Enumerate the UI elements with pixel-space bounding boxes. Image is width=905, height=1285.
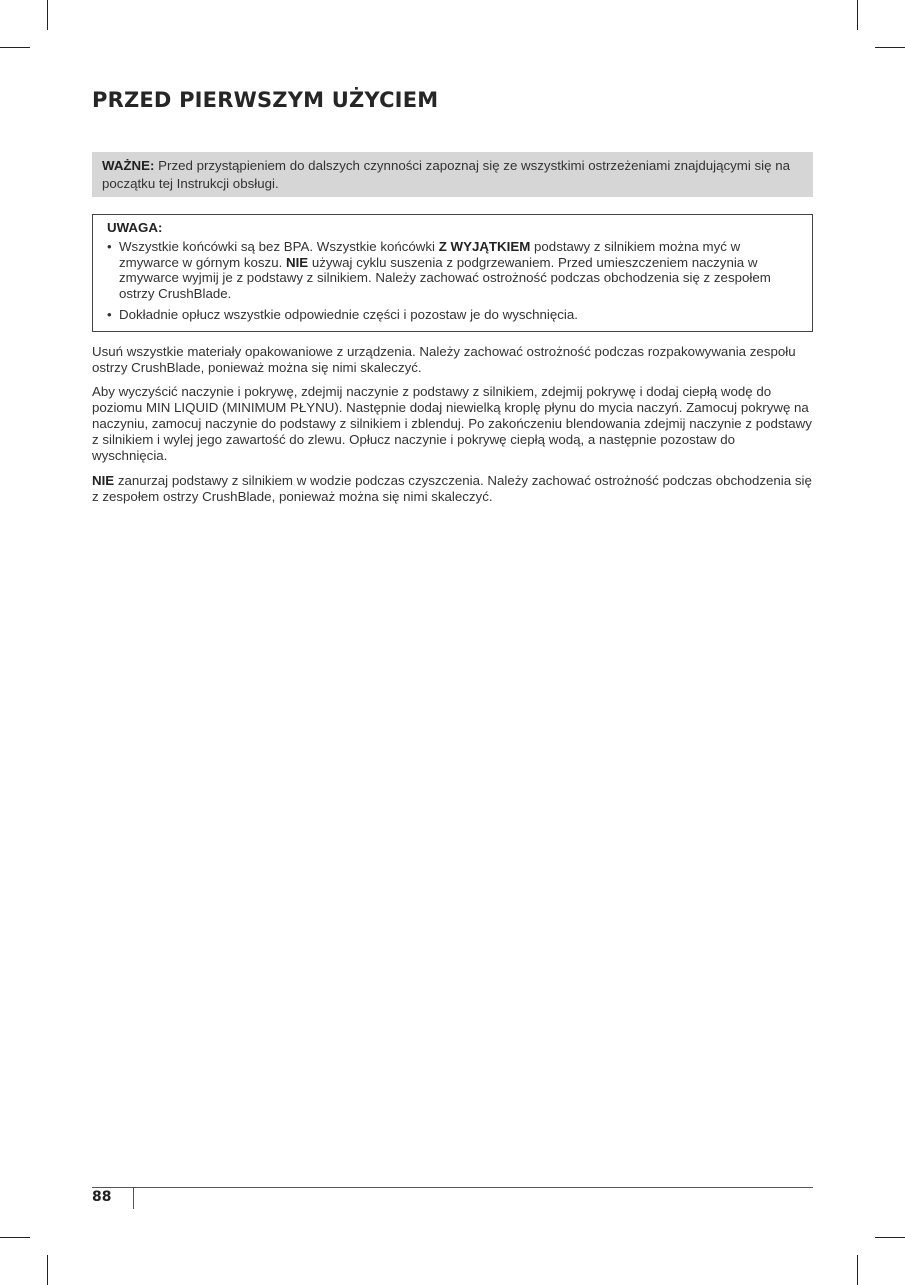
important-notice [92, 152, 813, 197]
warning-text: zanurzaj podstawy z silnikiem w wodzie podczas czyszczenia. Należy zachować ostrożność podczas obchodzenia się z zespołem ostrzy CrushBlade, ponieważ można się nimi skaleczyć. [92, 473, 812, 504]
page-title: PRZED PIERWSZYM UŻYCIEM [92, 88, 439, 112]
paragraph-unpacking: Usuń wszystkie materiały opakowaniowe z urządzenia. Należy zachować ostrożność podczas rozpakowywania zespołu ostrzy CrushBlade, ponieważ można się nimi skaleczyć. [92, 344, 796, 375]
caution-item1-emphasis-a: Z WYJĄTKIEM [438, 239, 531, 255]
caution-item1-text-a: Wszystkie końcówki są bez BPA. Wszystkie końcówki [119, 239, 439, 255]
footer-separator [133, 1187, 134, 1209]
crop-mark-top-right-horizontal [875, 47, 905, 48]
crop-mark-bottom-right-vertical [857, 1255, 858, 1285]
paragraph-warning [92, 473, 814, 505]
caution-item2-text: Dokładnie opłucz wszystkie odpowiednie części i pozostaw je do wyschnięcia. [119, 307, 578, 323]
important-text: Przed przystąpieniem do dalszych czynności zapoznaj się ze wszystkimi ostrzeżeniami znajdującymi się na początku tej Instrukcji obsługi. [102, 158, 791, 191]
paragraph-cleaning: Aby wyczyścić naczynie i pokrywę, zdejmij naczynie z podstawy z silnikiem, zdejmij pokrywę i dodaj ciepłą wodę do poziomu MIN LIQUID (MINIMUM PŁYNU). Następnie dodaj niewielką kroplę płynu do mycia naczyń. Zamocuj pokrywę na naczyniu, zamocuj naczynie do podstawy z silnikiem i zblenduj. Po zakończeniu blendowania zdejmij naczynie z podstawy z silnikiem i wylej jego zawartość do zlewu. Opłucz naczynie i pokrywę ciepłą wodą, a następnie pozostaw do wyschnięcia. [92, 384, 812, 463]
caution-list [107, 239, 800, 322]
page-number: 88 [92, 1189, 112, 1205]
crop-mark-top-left-vertical [47, 0, 48, 30]
important-label: WAŻNE: [102, 158, 155, 173]
caution-item1-text-c: używaj cyklu suszenia z podgrzewaniem. Przed umieszczeniem naczynia w zmywarce wyjmij je z podstawy z silnikiem. Należy zachować ostrożność podczas obchodzenia się z zespołem ostrzy CrushBlade. [119, 254, 771, 301]
crop-mark-top-left-horizontal [0, 47, 30, 48]
caution-title: UWAGA: [107, 220, 163, 235]
warning-emphasis: NIE [92, 473, 115, 488]
caution-box [92, 214, 813, 332]
footer-rule [92, 1187, 813, 1188]
caution-item-dishwasher [107, 239, 800, 301]
caution-item1-text-b: podstawy z silnikiem można myć w zmywarce w górnym koszu. [119, 239, 741, 270]
crop-mark-bottom-left-vertical [47, 1255, 48, 1285]
crop-mark-top-right-vertical [857, 0, 858, 30]
crop-mark-bottom-right-horizontal [875, 1237, 905, 1238]
caution-item1-emphasis-b: NIE [286, 254, 309, 270]
crop-mark-bottom-left-horizontal [0, 1237, 30, 1238]
caution-item-rinse [107, 307, 800, 322]
